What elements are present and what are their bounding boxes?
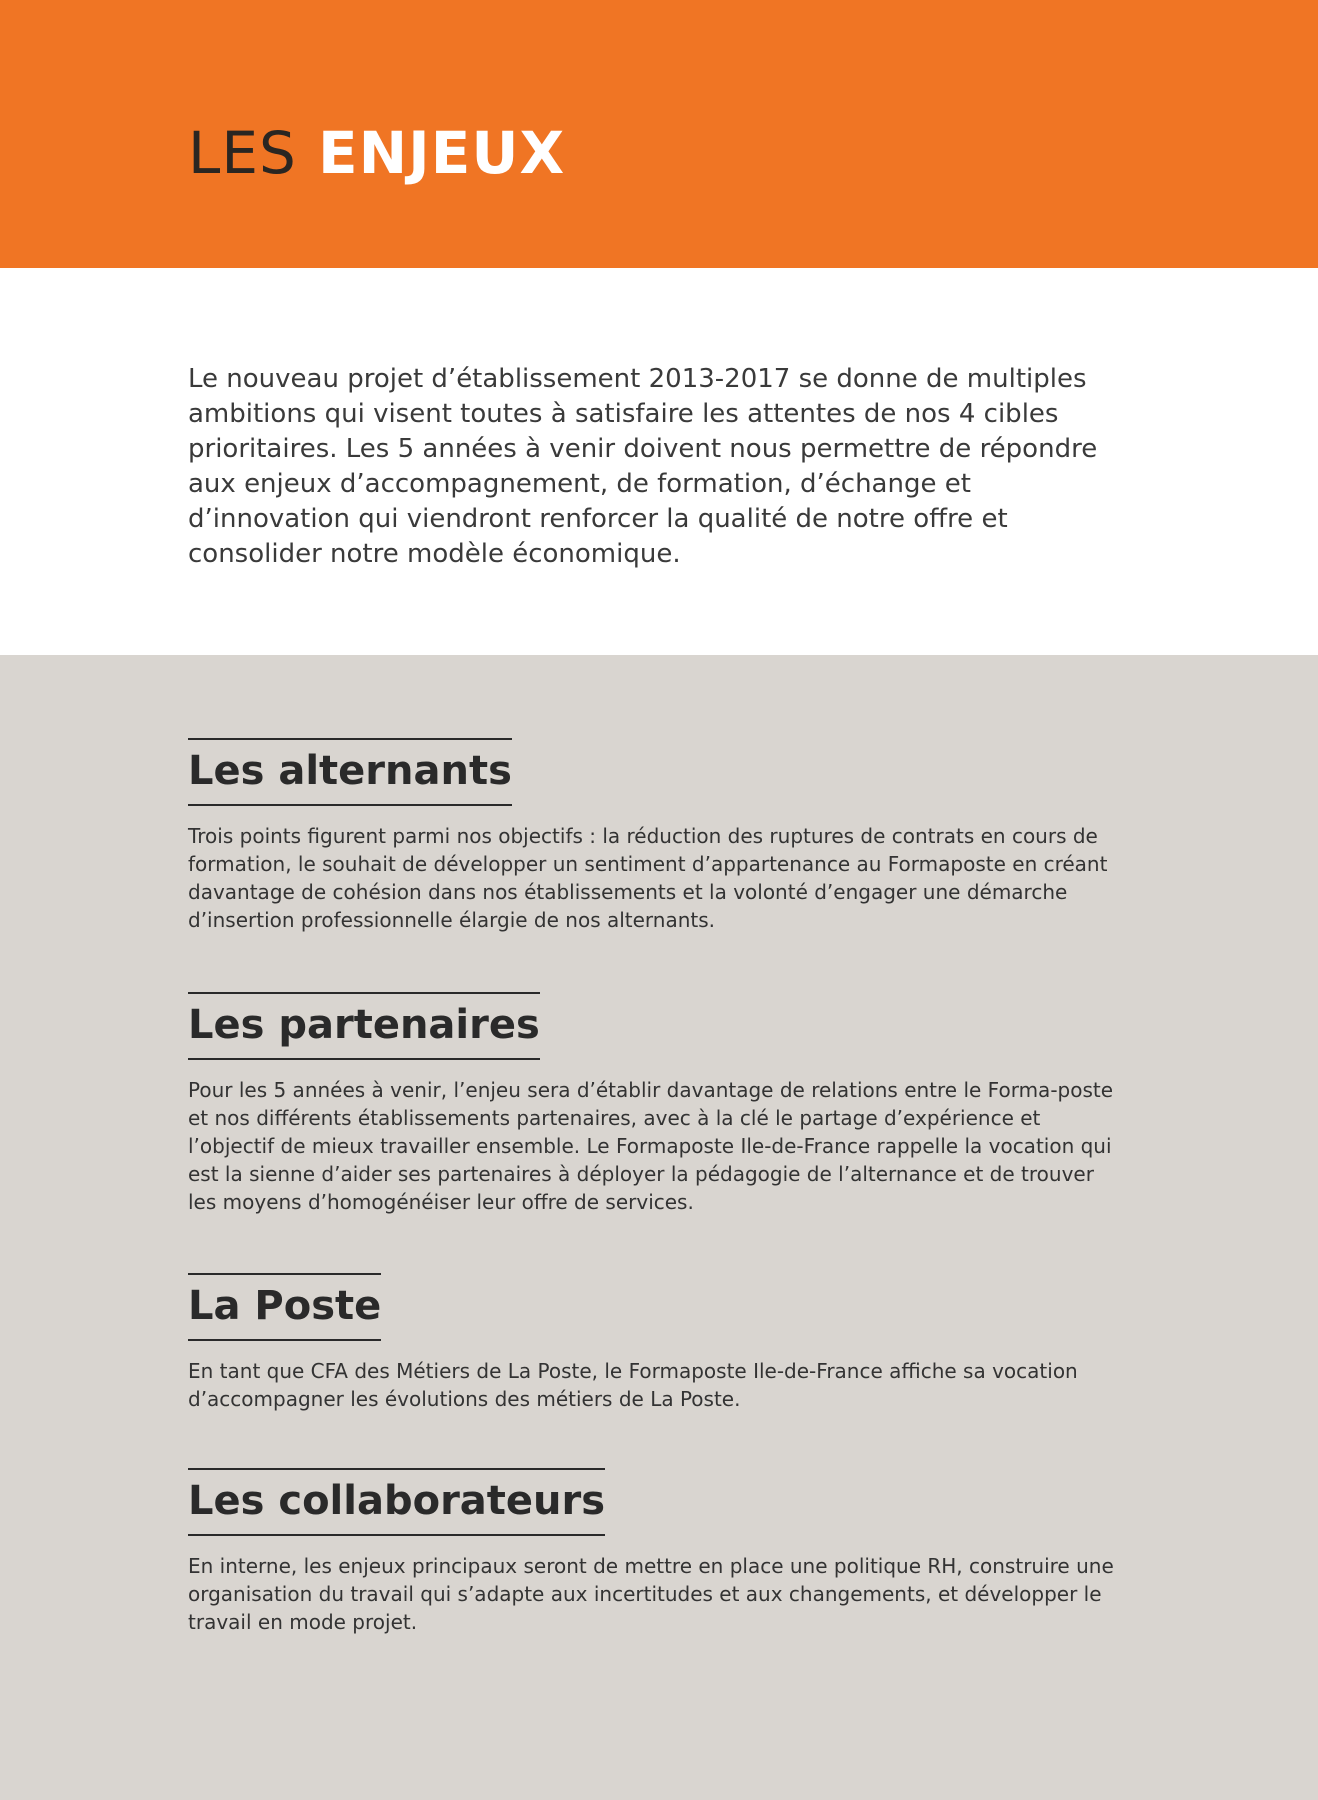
section-heading: La Poste bbox=[188, 1273, 381, 1341]
intro-section bbox=[0, 268, 1318, 655]
section-collaborateurs bbox=[188, 1468, 1128, 1636]
section-la-poste bbox=[188, 1273, 1128, 1413]
header-banner bbox=[0, 0, 1318, 268]
page-title bbox=[188, 118, 565, 188]
page-title-bold: ENJEUX bbox=[317, 119, 566, 187]
section-partenaires bbox=[188, 992, 1128, 1216]
section-heading: Les partenaires bbox=[188, 992, 540, 1060]
section-body: En tant que CFA des Métiers de La Poste, le Formaposte Ile-de-France affiche sa vocation d’accompagner les évolutions des métiers de La Poste. bbox=[188, 1359, 1078, 1411]
section-body: Trois points figurent parmi nos objectifs : la réduction des ruptures de contrats en cours de formation, le souhait de développer un sentiment d’appartenance au Formaposte en créant davantage de cohésion dans nos établissements et la volonté d’engager une démarche d’insertion professionnelle élargie de nos alternants. bbox=[188, 824, 1108, 932]
section-alternants bbox=[188, 738, 1128, 934]
section-heading: Les alternants bbox=[188, 738, 512, 806]
section-body: Pour les 5 années à venir, l’enjeu sera d’établir davantage de relations entre le Forma-poste et nos différents établissements partenaires, avec à la clé le partage d’expérience et l’objectif de mieux travailler ensemble. Le Formaposte Ile-de-France rappelle la vocation qui est la sienne d’aider ses partenaires à déployer la pédagogie de l’alternance et de trouver les moyens d’homogénéiser leur offre de services. bbox=[188, 1078, 1114, 1214]
section-heading: Les collaborateurs bbox=[188, 1468, 605, 1536]
intro-paragraph: Le nouveau projet d’établissement 2013-2017 se donne de multiples ambitions qui visent toutes à satisfaire les attentes de nos 4 cibles prioritaires. Les 5 années à venir doivent nous permettre de répondre aux enjeux d’accompagnement, de formation, d’échange et d’innovation qui viendront renforcer la qualité de notre offre et consolider notre modèle économique. bbox=[188, 364, 1098, 569]
section-body: En interne, les enjeux principaux seront de mettre en place une politique RH, construire une organisation du travail qui s’adapte aux incertitudes et aux changements, et développer le travail en mode projet. bbox=[188, 1554, 1114, 1634]
page-title-light: LES bbox=[188, 119, 297, 187]
